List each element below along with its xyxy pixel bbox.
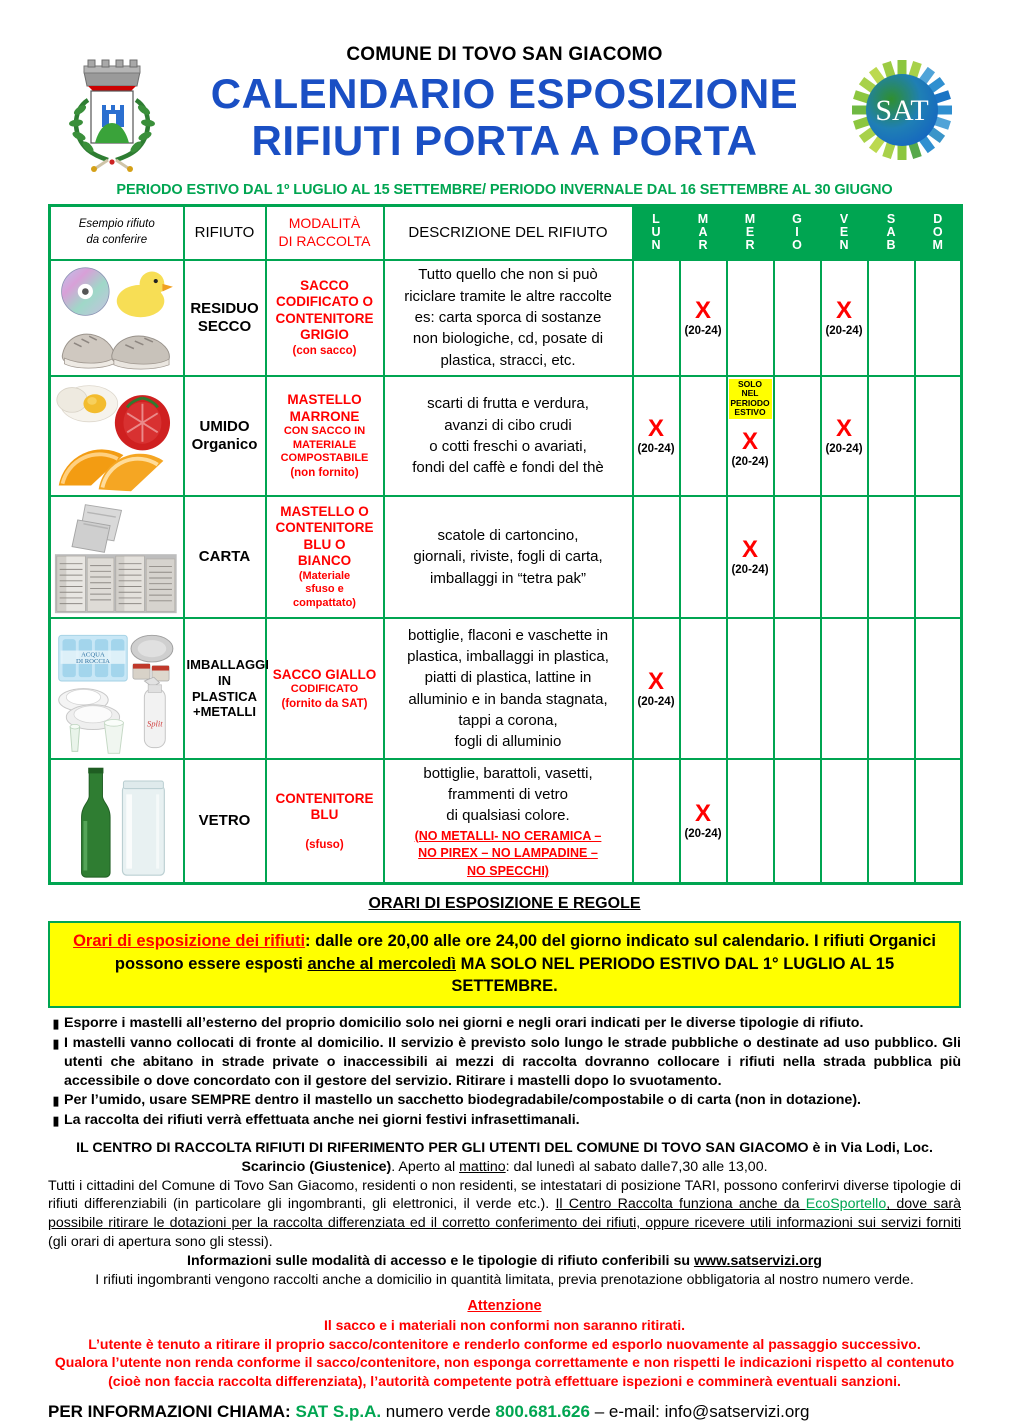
schedule-cell-carta-sab xyxy=(868,496,915,618)
day-header-gio: G I O xyxy=(774,206,821,260)
page-title-line2: RIFIUTI PORTA A PORTA xyxy=(251,117,758,165)
ecosportello-label: EcoSportello xyxy=(805,1196,887,1213)
waste-description-umido: scarti di frutta e verdura, avanzi di cibo crudi o cotti freschi o avariati, fondi del caffè e fondi del thè xyxy=(384,376,633,496)
collection-mode-residuo-secco: SACCO CODIFICATO O CONTENITORE GRIGIO (con sacco) xyxy=(266,260,384,376)
schedule-cell-carta-lun xyxy=(633,496,680,618)
schedule-cell-residuo-secco-mer xyxy=(727,260,774,376)
schedule-cell-vetro-sab xyxy=(868,759,915,883)
footer-middle: numero verde xyxy=(381,1401,496,1421)
waste-type-plastica: IMBALLAGGI IN PLASTICA +METALLI xyxy=(184,618,266,759)
table-row xyxy=(50,496,962,618)
header-example-line1: Esempio rifiuto xyxy=(78,218,155,231)
schedule-cell-residuo-secco-mar xyxy=(680,260,727,376)
schedule-cell-carta-gio xyxy=(774,496,821,618)
orari-box-underlined: anche al mercoledì xyxy=(307,954,457,973)
centro-para-tail: (gli orari di apertura sono gli stessi). xyxy=(48,1234,273,1251)
orari-highlight-box xyxy=(48,921,961,1008)
day-header-mar: M A R xyxy=(680,206,727,260)
header-descrizione: DESCRIZIONE DEL RIFIUTO xyxy=(384,206,633,260)
bullet-marker-icon: ▮ xyxy=(52,1113,60,1129)
waste-type-umido: UMIDO Organico xyxy=(184,376,266,496)
contact-footer xyxy=(48,1401,961,1423)
day-header-sab: S A B xyxy=(868,206,915,260)
centro-location: Scarincio (Giustenice) xyxy=(241,1158,392,1175)
header-example-cell xyxy=(50,206,184,260)
list-item xyxy=(48,1014,961,1033)
waste-example-image-vetro xyxy=(50,759,184,883)
schedule-cell-vetro-mer xyxy=(727,759,774,883)
attenzione-line: Il sacco e i materiali non conformi non saranno ritirati. xyxy=(324,1316,685,1333)
day-header-lun: L U N xyxy=(633,206,680,260)
schedule-cell-plastica-lun xyxy=(633,618,680,759)
bullet-marker-icon: ▮ xyxy=(52,1036,60,1052)
footer-company: SAT S.p.A. xyxy=(295,1401,382,1421)
schedule-cell-umido-sab xyxy=(868,376,915,496)
schedule-cell-carta-mar xyxy=(680,496,727,618)
schedule-cell-plastica-mer xyxy=(727,618,774,759)
table-row xyxy=(50,759,962,883)
attenzione-section xyxy=(48,1298,961,1391)
schedule-cell-vetro-mar xyxy=(680,759,727,883)
collection-x-mark: X xyxy=(835,414,852,442)
schedule-cell-umido-lun xyxy=(633,376,680,496)
header-modalita-cell xyxy=(266,206,384,260)
schedule-cell-vetro-dom xyxy=(915,759,962,883)
page-title-line1: CALENDARIO ESPOSIZIONE xyxy=(210,70,799,117)
day-header-ven: V E N xyxy=(821,206,868,260)
vetro-warning-line1: (NO METALLI- NO CERAMICA – xyxy=(414,828,602,843)
schedule-cell-vetro-lun xyxy=(633,759,680,883)
schedule-cell-umido-gio xyxy=(774,376,821,496)
header-example-line2: da conferire xyxy=(86,233,148,246)
footer-email[interactable]: info@satservizi.org xyxy=(664,1401,810,1421)
collection-time: (20-24) xyxy=(731,564,769,577)
table-header-row xyxy=(50,206,962,260)
calendar-table-body xyxy=(50,260,962,884)
day-header-dom: D O M xyxy=(915,206,962,260)
schedule-cell-residuo-secco-gio xyxy=(774,260,821,376)
bullet-text: La raccolta dei rifiuti verrà effettuata anche nei giorni festivi infrasettimanali. xyxy=(64,1112,580,1129)
rules-bullet-list xyxy=(48,1014,961,1129)
vetro-warning-line2: NO PIREX – NO LAMPADINE – xyxy=(418,846,598,861)
centro-paragraph xyxy=(48,1177,961,1253)
collection-calendar-table xyxy=(48,204,963,885)
summer-only-badge: SOLO NEL PERIODO ESTIVO xyxy=(730,378,770,418)
schedule-cell-residuo-secco-dom xyxy=(915,260,962,376)
waste-description-residuo-secco: Tutto quello che non si può riciclare tramite le altre raccolte es: carta sporca di sostanze non biologiche, cd, posate di plastica, stracci, etc. xyxy=(384,260,633,376)
day-header-mer: M E R xyxy=(727,206,774,260)
period-banner: PERIODO ESTIVO DAL 1º LUGLIO AL 15 SETTEMBRE/ PERIODO INVERNALE DAL 16 SETTEMBRE AL 30 GIUGNO xyxy=(116,182,893,198)
centro-line2-rest-b: : dal lunedì al sabato dalle7,30 alle 13,00. xyxy=(505,1158,768,1175)
collection-x-mark: X xyxy=(694,296,711,324)
collection-time: (20-24) xyxy=(637,442,675,455)
centro-line2-rest-a: . Aperto al xyxy=(391,1158,460,1175)
schedule-cell-vetro-gio xyxy=(774,759,821,883)
table-row xyxy=(50,260,962,376)
collection-x-mark: X xyxy=(835,296,852,324)
collection-x-mark: X xyxy=(741,427,758,455)
waste-example-image-umido xyxy=(50,376,184,496)
collection-mode-vetro: CONTENITORE BLU (sfuso) xyxy=(266,759,384,883)
attenzione-line: L’utente è tenuto a ritirare il proprio sacco/contenitore e renderlo conforme ed esporlo nuovamente al passaggio successivo. xyxy=(88,1335,921,1352)
collection-time: (20-24) xyxy=(731,455,769,468)
collection-x-mark: X xyxy=(647,414,664,442)
waste-type-residuo-secco: RESIDUO SECCO xyxy=(184,260,266,376)
schedule-cell-carta-mer xyxy=(727,496,774,618)
calendar-table-wrapper xyxy=(0,204,1009,885)
collection-x-mark: X xyxy=(741,536,758,564)
centro-line2 xyxy=(48,1158,961,1177)
centro-raccolta-section xyxy=(48,1139,961,1290)
sat-logo-text: SAT xyxy=(875,94,929,127)
collection-x-mark: X xyxy=(647,667,664,695)
waste-description-carta: scatole di cartoncino, giornali, riviste, fogli di carta, imballaggi in “tetra pak” xyxy=(384,496,633,618)
centro-line3-prefix: Informazioni sulle modalità di accesso e le tipologie di rifiuto conferibili su xyxy=(187,1253,694,1270)
centro-line1: IL CENTRO DI RACCOLTA RIFIUTI DI RIFERIMENTO PER GLI UTENTI DEL COMUNE DI TOVO SAN GIACOMO è in Via Lodi, Loc. xyxy=(76,1139,933,1156)
vetro-warning-line3: NO SPECCHI) xyxy=(467,863,549,878)
schedule-cell-umido-mar xyxy=(680,376,727,496)
list-item xyxy=(48,1034,961,1090)
collection-time: (20-24) xyxy=(684,828,722,841)
centro-mattino-underlined: mattino xyxy=(459,1158,506,1175)
schedule-cell-residuo-secco-sab xyxy=(868,260,915,376)
header-modalita-line2: DI RACCOLTA xyxy=(278,232,371,249)
collection-mode-carta: MASTELLO O CONTENITORE BLU O BIANCO (Materiale sfuso e compattato) xyxy=(266,496,384,618)
waste-description-plastica: bottiglie, flaconi e vaschette in plastica, imballaggi in plastica, piatti di plastica, lattine in alluminio e in banda stagnata, tappi a corona, fogli di alluminio xyxy=(384,618,633,759)
schedule-cell-umido-ven xyxy=(821,376,868,496)
svg-text:Split: Split xyxy=(146,718,163,729)
collection-time: (20-24) xyxy=(825,442,863,455)
schedule-cell-umido-mer xyxy=(727,376,774,496)
collection-time: (20-24) xyxy=(637,695,675,708)
svg-text:DI ROCCIA: DI ROCCIA xyxy=(76,657,110,665)
footer-prefix: PER INFORMAZIONI CHIAMA: xyxy=(48,1401,296,1421)
bullet-marker-icon: ▮ xyxy=(52,1016,60,1032)
waste-description-vetro: bottiglie, barattoli, vasetti, frammenti di vetro di qualsiasi colore. (NO METALLI- NO CERAMICA – NO PIREX – NO LAMPADINE – NO SPECCHI) xyxy=(384,759,633,883)
centro-para-underline-start: Il Centro Raccolta funziona anche da xyxy=(555,1196,806,1213)
poster-header xyxy=(0,0,1009,178)
centro-line3 xyxy=(48,1252,961,1271)
svg-text:ACQUA: ACQUA xyxy=(81,650,105,658)
waste-example-image-residuo-secco xyxy=(50,260,184,376)
collection-time: (20-24) xyxy=(684,324,722,337)
attenzione-title: Attenzione xyxy=(467,1297,542,1314)
attenzione-line: Qualora l’utente non renda conforme il sacco/contenitore, non esponga correttamente e non rispetti le indicazioni rispetto al contenuto (cioè non faccia raccolta differenziata), l’autorità competente potrà effettuare ispezioni e comminerà eventuali sanzioni. xyxy=(54,1354,955,1390)
collection-x-mark: X xyxy=(694,800,711,828)
orari-section-title: ORARI DI ESPOSIZIONE E REGOLE xyxy=(368,895,641,913)
satservizi-link[interactable]: www.satservizi.org xyxy=(693,1253,822,1270)
collection-time: (20-24) xyxy=(825,324,863,337)
schedule-cell-plastica-mar xyxy=(680,618,727,759)
schedule-cell-plastica-sab xyxy=(868,618,915,759)
bullet-text: Esporre i mastelli all’esterno del proprio domicilio solo nei giorni e negli orari indicati per le diverse tipologie di rifiuto. xyxy=(64,1015,864,1032)
bullet-marker-icon: ▮ xyxy=(52,1093,60,1109)
table-row xyxy=(50,618,962,759)
orari-box-text-1: : dalle ore 20,00 alle ore 24,00 del giorno indicato sul calendario. I rifiuti Organici possono essere esposti xyxy=(114,932,936,973)
orari-box-text-2: MA SOLO NEL PERIODO ESTIVO DAL 1° LUGLIO AL 15 SETTEMBRE. xyxy=(451,954,895,995)
table-row xyxy=(50,376,962,496)
bullet-text: I mastelli vanno collocati di fronte al domicilio. Il servizio è previsto solo lungo le strade pubbliche o destinate ad uso pubblico. Gli utenti che abitano in strade private o inaccessibili ai mezzi di raccolta dovranno collocare i rifiuti nella strada pubblica più accessibile o dove concordato con il gestore del servizio. Ritirare i mastelli dopo lo svuotamento. xyxy=(64,1035,961,1089)
schedule-cell-umido-dom xyxy=(915,376,962,496)
collection-mode-umido: MASTELLO MARRONE CON SACCO IN MATERIALE COMPOSTABILE (non fornito) xyxy=(266,376,384,496)
centro-line4: I rifiuti ingombranti vengono raccolti anche a domicilio in quantità limitata, previa prenotazione obbligatoria al nostro numero verde. xyxy=(95,1271,914,1288)
centro-para-underline-end: , dove sarà possibile ritirare le dotazioni per la raccolta differenziata ed il corretto conferimento dei rifiuti, oppure ricevere utili informazioni sui servizi forniti xyxy=(48,1196,961,1232)
schedule-cell-residuo-secco-lun xyxy=(633,260,680,376)
waste-type-vetro: VETRO xyxy=(184,759,266,883)
header-modalita-line1: MODALITÀ xyxy=(288,215,361,232)
schedule-cell-vetro-ven xyxy=(821,759,868,883)
schedule-cell-carta-dom xyxy=(915,496,962,618)
centro-para-start: Tutti i cittadini del Comune di Tovo San Giacomo, residenti o non residenti, se intestatari di posizione TARI, possono conferirvi diverse tipologie di rifiuti differenziabili (in particolare gli ingombranti, gli elettronici, il verde etc.). xyxy=(48,1177,961,1213)
schedule-cell-plastica-ven xyxy=(821,618,868,759)
collection-mode-plastica: SACCO GIALLO CODIFICATO (fornito da SAT) xyxy=(266,618,384,759)
header-rifiuto: RIFIUTO xyxy=(184,206,266,260)
waste-type-carta: CARTA xyxy=(184,496,266,618)
bullet-text: Per l’umido, usare SEMPRE dentro il mastello un sacchetto biodegradabile/compostabile o di carta (non in dotazione). xyxy=(64,1092,861,1109)
comune-name: COMUNE DI TOVO SAN GIACOMO xyxy=(346,44,663,65)
sat-logo-icon xyxy=(850,58,954,162)
waste-example-image-plastica xyxy=(50,618,184,759)
list-item xyxy=(48,1091,961,1110)
schedule-cell-plastica-dom xyxy=(915,618,962,759)
schedule-cell-carta-ven xyxy=(821,496,868,618)
schedule-cell-residuo-secco-ven xyxy=(821,260,868,376)
schedule-cell-plastica-gio xyxy=(774,618,821,759)
waste-example-image-carta xyxy=(50,496,184,618)
comune-coat-of-arms-icon xyxy=(58,48,166,174)
list-item xyxy=(48,1111,961,1130)
footer-phone[interactable]: 800.681.626 xyxy=(495,1401,590,1421)
footer-email-label: – e-mail: xyxy=(589,1401,665,1421)
orari-box-label: Orari di esposizione dei rifiuti xyxy=(73,932,306,951)
